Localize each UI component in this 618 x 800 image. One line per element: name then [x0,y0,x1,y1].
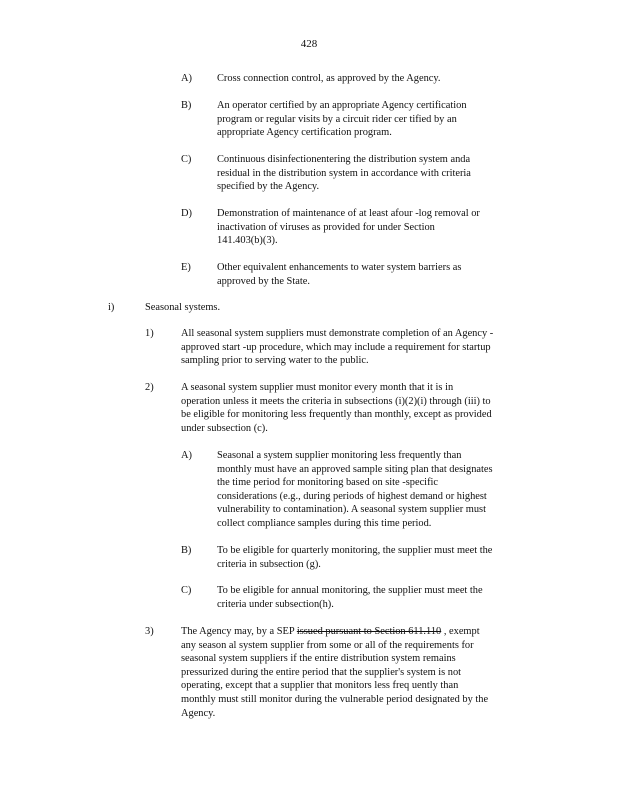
item-label: A) [181,73,192,84]
text-line-with-strike [181,625,544,639]
text-line: operating, except that a supplier that monitors less freq uently than [181,680,459,692]
text-line: inactivation of viruses as provided for under Section [217,221,435,233]
item-text [217,207,527,248]
text-line: specified by the Agency. [217,181,320,193]
text-line: Seasonal a system supplier monitoring less frequently than [217,450,462,461]
text-line: Demonstration of maintenance of at least afour -log removal or [217,208,480,219]
text-line: sampling prior to serving water to the public. [181,355,369,367]
item-label: i) [108,302,115,313]
text-line: criteria under subsection(h). [217,598,334,610]
item-label: A) [181,450,192,461]
text-line: residual in the distribution system in accordance with criteria [217,167,471,179]
item-label: 1) [145,328,154,339]
text-line: pressurized during the entire period that the supplier's system is not [181,666,462,678]
item-label: D) [181,208,192,219]
text-line: To be eligible for quarterly monitoring, the supplier must meet the [217,545,493,556]
text-line: be eligible for monitoring less frequently than monthly, except as provided [181,409,492,421]
item-text [217,544,537,571]
item-text [217,261,517,288]
struck-text: issued pursuant to Section 611.110 [296,626,442,637]
text-line: under subsection (c). [181,422,268,434]
item-text [181,381,544,435]
text-segment: The Agency may, by a SEP [181,626,297,637]
text-line: program or regular visits by a circuit rider cer tified by an [217,113,457,125]
text-line: approved start -up procedure, which may include a requirement for startup [181,341,491,353]
text-line: any season al system supplier from some or all of the requirements for [181,639,474,651]
text-line: vulnerability to contamination). A seasonal system supplier must [217,504,486,516]
text-line: Cross connection control, as approved by the Agency. [217,73,441,84]
text-line: To be eligible for annual monitoring, the supplier must meet the [217,585,483,596]
text-line: Other equivalent enhancements to water system barriers as [217,262,462,273]
text-line: considerations (e.g., during periods of highest demand or highest [217,490,487,502]
item-text [181,625,544,720]
text-line: 141.403(b)(3). [217,235,278,247]
text-line: appropriate Agency certification program. [217,127,392,139]
text-line: Seasonal systems. [145,302,221,313]
item-text [217,449,535,531]
item-label: 3) [145,626,154,637]
text-line: monthly must have an approved sample siting plan that designates [217,463,493,475]
item-text [217,153,517,194]
item-label: E) [181,262,191,273]
text-line: An operator certified by an appropriate Agency certification [217,100,467,111]
text-line: the time period for monitoring based on site -specific [217,477,439,489]
item-label: C) [181,585,192,596]
page-number: 428 [300,38,318,50]
item-text [181,327,544,368]
text-line: All seasonal system suppliers must demonstrate completion of an Agency - [181,328,494,339]
item-label: B) [181,100,192,111]
item-text [217,99,517,140]
text-line: approved by the State. [217,275,310,287]
item-label: B) [181,545,192,556]
item-label: 2) [145,382,154,393]
text-line: operation unless it meets the criteria in subsections (i)(2)(i) through (iii) to [181,395,491,407]
text-line: A seasonal system supplier must monitor every month that it is in [181,382,454,393]
text-segment: , exempt [441,626,480,637]
text-line: monthly must still monitor during the vulnerable period designated by the [181,693,489,705]
item-text [217,72,517,86]
text-line: Continuous disinfectionentering the distribution system anda [217,154,471,165]
item-text [217,584,537,611]
text-line: seasonal system suppliers if the entire distribution system remains [181,653,456,665]
item-label: C) [181,154,192,165]
text-line: Agency. [181,707,216,719]
text-line: collect compliance samples during this time period. [217,517,432,529]
item-text [145,301,345,315]
text-line: criteria in subsection (g). [217,558,321,570]
